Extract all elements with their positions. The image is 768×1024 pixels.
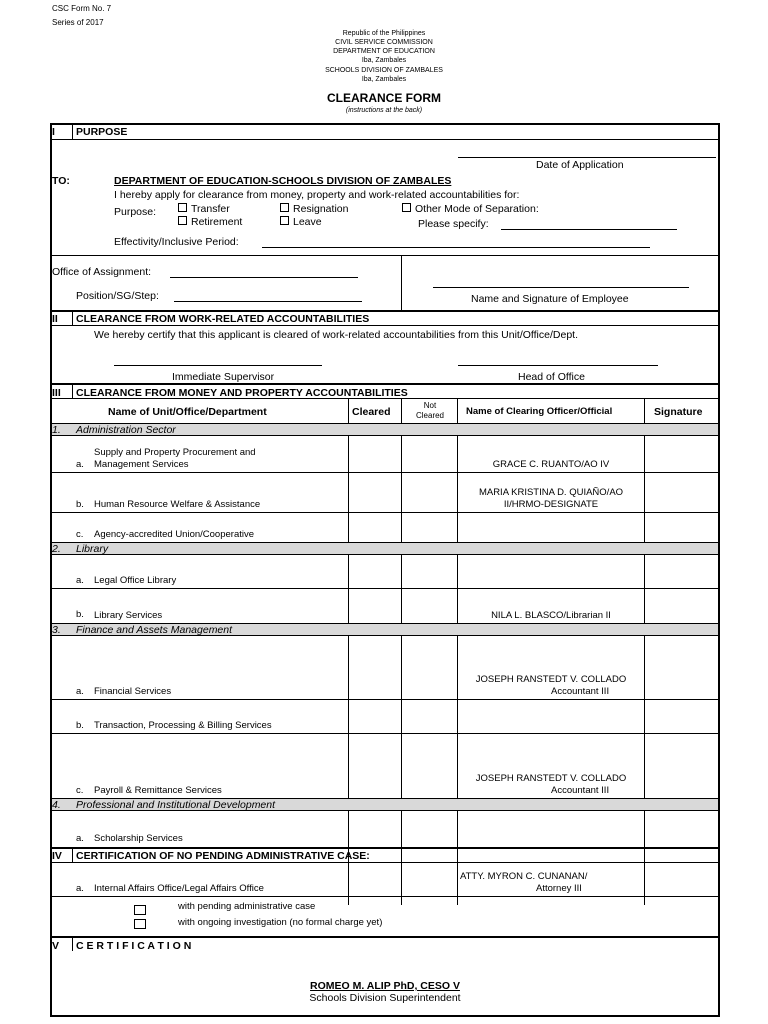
ongoing-investigation-checkbox[interactable] bbox=[134, 919, 146, 929]
row1b-name: Human Resource Welfare & Assistance bbox=[94, 499, 261, 510]
checkbox-icon[interactable] bbox=[178, 216, 187, 225]
group-bar-library bbox=[52, 542, 718, 555]
row3a-officer-2: Accountant III bbox=[551, 686, 610, 697]
pending-case-label: with pending administrative case bbox=[178, 901, 316, 912]
position-line[interactable] bbox=[174, 301, 362, 302]
office-line[interactable] bbox=[170, 277, 358, 278]
to-value: DEPARTMENT OF EDUCATION-SCHOOLS DIVISION OF ZAMBALES bbox=[114, 175, 452, 187]
row1a-name-2: Management Services bbox=[94, 459, 189, 470]
group2-num: 2. bbox=[52, 543, 61, 555]
option-transfer[interactable]: Transfer bbox=[178, 203, 230, 215]
group4-name: Professional and Institutional Development bbox=[76, 799, 276, 811]
section5-number: V bbox=[52, 940, 60, 952]
section3-number: III bbox=[52, 387, 61, 399]
option-other-mode[interactable]: Other Mode of Separation: bbox=[402, 203, 539, 215]
supervisor-line[interactable] bbox=[114, 365, 322, 366]
checkbox-icon[interactable] bbox=[402, 203, 411, 212]
row2a-letter: a. bbox=[76, 575, 84, 586]
row3c-name: Payroll & Remittance Services bbox=[94, 785, 222, 796]
head-office-label: Head of Office bbox=[518, 371, 585, 383]
col-signature-header: Signature bbox=[654, 406, 703, 418]
row3b-name: Transaction, Processing & Billing Services bbox=[94, 720, 272, 731]
signatory-name: ROMEO M. ALIP PhD, CESO V bbox=[310, 980, 460, 992]
checkbox-icon[interactable] bbox=[178, 203, 187, 212]
position-label: Position/SG/Step: bbox=[76, 290, 159, 302]
row1a-name-1: Supply and Property Procurement and bbox=[94, 447, 256, 458]
header-republic: Republic of the Philippines bbox=[342, 30, 426, 37]
to-label: TO: bbox=[52, 175, 70, 187]
signatory-title: Schools Division Superintendent bbox=[309, 992, 461, 1004]
row-ia-name: Internal Affairs Office/Legal Affairs Office bbox=[94, 883, 264, 894]
page-subtitle: (instructions at the back) bbox=[345, 107, 423, 114]
section4-number: IV bbox=[52, 850, 62, 862]
col-unit-header: Name of Unit/Office/Department bbox=[108, 406, 267, 418]
row2b-name: Library Services bbox=[94, 610, 163, 621]
pending-case-checkbox[interactable] bbox=[134, 905, 146, 915]
col-officer-header: Name of Clearing Officer/Official bbox=[466, 406, 613, 417]
row4a-letter: a. bbox=[76, 833, 84, 844]
option-resignation[interactable]: Resignation bbox=[280, 203, 348, 215]
ongoing-investigation-label: with ongoing investigation (no formal charge yet) bbox=[178, 917, 383, 928]
header-division: SCHOOLS DIVISION OF ZAMBALES bbox=[325, 67, 443, 74]
col-cleared-header: Cleared bbox=[352, 406, 391, 418]
please-specify-line[interactable] bbox=[501, 229, 677, 230]
section1-heading: PURPOSE bbox=[76, 126, 128, 138]
checkbox-icon[interactable] bbox=[280, 216, 289, 225]
checkbox-icon[interactable] bbox=[280, 203, 289, 212]
row2b-officer: NILA L. BLASCO/Librarian II bbox=[491, 610, 611, 621]
head-office-line[interactable] bbox=[458, 365, 658, 366]
ia-officer-2: Attorney III bbox=[536, 883, 582, 894]
row3b-letter: b. bbox=[76, 720, 84, 731]
header-iba-1: Iba, Zambales bbox=[361, 57, 407, 64]
row1b-letter: b. bbox=[76, 499, 84, 510]
section4-heading: CERTIFICATION OF NO PENDING ADMINISTRATIVE CASE: bbox=[76, 850, 370, 862]
purpose-label: Purpose: bbox=[114, 206, 157, 218]
certify-text: We hereby certify that this applicant is cleared of work-related accountabilities from this Unit/Office/Dept. bbox=[94, 329, 578, 341]
employee-signature-line[interactable] bbox=[433, 287, 689, 288]
group2-name: Library bbox=[76, 543, 109, 555]
row3a-letter: a. bbox=[76, 686, 84, 697]
section5-heading: C E R T I F I C A T I O N bbox=[76, 940, 192, 952]
effectivity-line[interactable] bbox=[262, 247, 650, 248]
section3-heading: CLEARANCE FROM MONEY AND PROPERTY ACCOUNTABILITIES bbox=[76, 387, 408, 399]
row-ia-letter: a. bbox=[76, 883, 84, 894]
col-not-cleared-header: Not Cleared bbox=[415, 401, 444, 420]
row1a-letter: a. bbox=[76, 459, 84, 470]
row1c-name: Agency-accredited Union/Cooperative bbox=[94, 529, 255, 540]
row2a-name: Legal Office Library bbox=[94, 575, 177, 586]
header-deped: DEPARTMENT OF EDUCATION bbox=[333, 48, 435, 55]
apply-text: I hereby apply for clearance from money, property and work-related accountabilities for: bbox=[114, 189, 520, 201]
row3c-letter: c. bbox=[76, 785, 84, 796]
form-series: Series of 2017 bbox=[52, 18, 104, 27]
row1b-officer-2: II/HRMO-DESIGNATE bbox=[503, 499, 599, 510]
page-title: CLEARANCE FORM bbox=[327, 91, 441, 105]
section1-number: I bbox=[52, 126, 55, 138]
row4a-name: Scholarship Services bbox=[94, 833, 183, 844]
group4-num: 4. bbox=[52, 799, 61, 811]
group3-num: 3. bbox=[52, 624, 61, 636]
row3c-officer-1: JOSEPH RANSTEDT V. COLLADO bbox=[475, 773, 627, 784]
row3a-officer-1: JOSEPH RANSTEDT V. COLLADO bbox=[475, 674, 627, 685]
header-csc: CIVIL SERVICE COMMISSION bbox=[335, 39, 433, 46]
section2-heading: CLEARANCE FROM WORK-RELATED ACCOUNTABILITIES bbox=[76, 313, 370, 325]
date-line[interactable] bbox=[458, 157, 716, 158]
option-retirement[interactable]: Retirement bbox=[178, 216, 242, 228]
option-leave[interactable]: Leave bbox=[280, 216, 322, 228]
row1b-officer-1: MARIA KRISTINA D. QUIAÑO/AO bbox=[478, 487, 624, 498]
row2b-letter: b. bbox=[76, 609, 84, 620]
employee-signature-label: Name and Signature of Employee bbox=[471, 293, 629, 305]
group1-name: Administration Sector bbox=[76, 424, 176, 436]
supervisor-label: Immediate Supervisor bbox=[172, 371, 275, 383]
office-label: Office of Assignment: bbox=[52, 266, 152, 278]
effectivity-label: Effectivity/Inclusive Period: bbox=[114, 236, 239, 248]
row3c-officer-2: Accountant III bbox=[551, 785, 610, 796]
date-label: Date of Application bbox=[536, 159, 624, 171]
please-specify-label: Please specify: bbox=[418, 218, 489, 230]
group1-num: 1. bbox=[52, 424, 61, 436]
form-number: CSC Form No. 7 bbox=[52, 4, 112, 13]
row1c-letter: c. bbox=[76, 529, 84, 540]
header-iba-2: Iba, Zambales bbox=[361, 76, 407, 83]
clearance-form bbox=[50, 123, 720, 1017]
row1a-officer: GRACE C. RUANTO/AO IV bbox=[492, 459, 610, 470]
row3a-name: Financial Services bbox=[94, 686, 172, 697]
section2-number: II bbox=[52, 313, 58, 325]
ia-officer-1: ATTY. MYRON C. CUNANAN/ bbox=[460, 871, 588, 882]
group3-name: Finance and Assets Management bbox=[76, 624, 233, 636]
